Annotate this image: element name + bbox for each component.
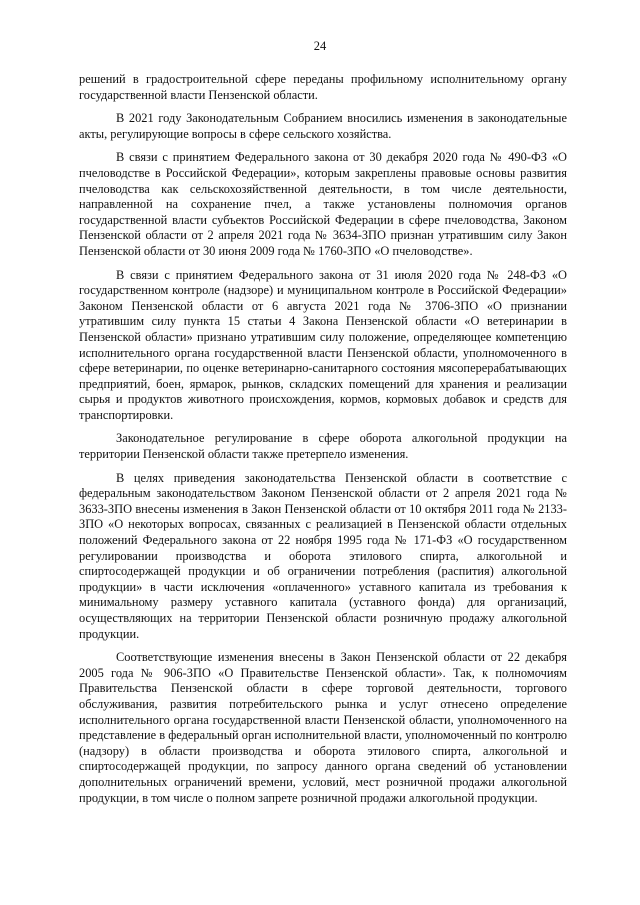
paragraph-government-powers: Соответствующие изменения внесены в Закон Пензенской области от 22 декабря 2005 года № 906-ЗПО «О Правительстве Пензенской области». Так, к полномочиям Правительства Пензенской области в сфере торговой деятельности, торгового обслуживания, развития потребительского рынка и услуг отнесено определение исполнительного органа государственной власти Пензенской области, уполномоченного на представление в федеральный орган исполнительной власти, уполномоченный по контролю (надзору) в области производства и оборота этилового спирта, алкогольной и спиртосодержащей продукции, по запросу данного органа сведений об установлении дополнительных ограничений времени, условий, мест розничной продажи алкогольной продукции, в том числе о полном запрете розничной продажи алкогольной продукции. [79,650,567,805]
paragraph-continuation: решений в градостроительной сфере переданы профильному исполнительному органу государственной власти Пензенской области. [79,72,567,102]
paragraph-alcohol-capital: В целях приведения законодательства Пензенской области в соответствие с федеральным законодательством Законом Пензенской области от 2 апреля 2021 года № 3633-ЗПО внесены изменения в Закон Пензенской области от 10 октября 2011 года № 2133-ЗПО «О некоторых вопросах, связанных с реализацией в Пензенской области отдельных положений Федерального закона от 22 ноября 1995 года № 171-ФЗ «О государственном регулировании производства и оборота этилового спирта, алкогольной и спиртосодержащей продукции и об ограничении потребления (распития) алкогольной продукции» в части исключения «оплаченного» уставного капитала из требования к минимальному размеру уставного капитала (уставного фонда) для организаций, осуществляющих на территории Пензенской области розничную продажу алкогольной продукции. [79,470,567,641]
paragraph-alcohol-intro: Законодательное регулирование в сфере оборота алкогольной продукции на территории Пензенской области также претерпело изменения. [79,431,567,462]
paragraph-beekeeping: В связи с принятием Федерального закона от 30 декабря 2020 года № 490-ФЗ «О пчеловодстве в Российской Федерации», которым закреплены правовые основы развития пчеловодства как сельскохозяйственной деятельности, в том числе деятельности, направленной на сохранение пчел, а также установлены полномочия органов государственной власти субъектов Российской Федерации в сфере пчеловодства, Законом Пензенской области от 2 апреля 2021 года № 3634-ЗПО признан утратившим силу Закон Пензенской области от 30 июня 2009 года № 1760-ЗПО «О пчеловодстве». [79,150,567,258]
paragraph-agriculture-intro: В 2021 году Законодательным Собранием вносились изменения в законодательные акты, регулирующие вопросы в сфере сельского хозяйства. [79,111,567,141]
body-text [79,72,567,814]
paragraph-veterinary-control: В связи с принятием Федерального закона от 31 июля 2020 года № 248-ФЗ «О государственном контроле (надзоре) и муниципальном контроле в Российской Федерации» Законом Пензенской области от 6 августа 2021 года № 3706-ЗПО «О признании утратившим силу пункта 15 статьи 4 Закона Пензенской области «О ветеринарии в Пензенской области» признано утратившим силу положение, определяющее компетенцию исполнительного органа государственной власти Пензенской области, уполномоченного в сфере ветеринарии, по оценке ветеринарно-санитарного состояния мясоперерабатывающих предприятий, боен, ярмарок, рынков, складских помещений для хранения и реализации сырья и продуктов животного происхождения, кормов, кормовых добавок и средств для транспортировки. [79,267,567,422]
page-number: 24 [313,39,327,53]
